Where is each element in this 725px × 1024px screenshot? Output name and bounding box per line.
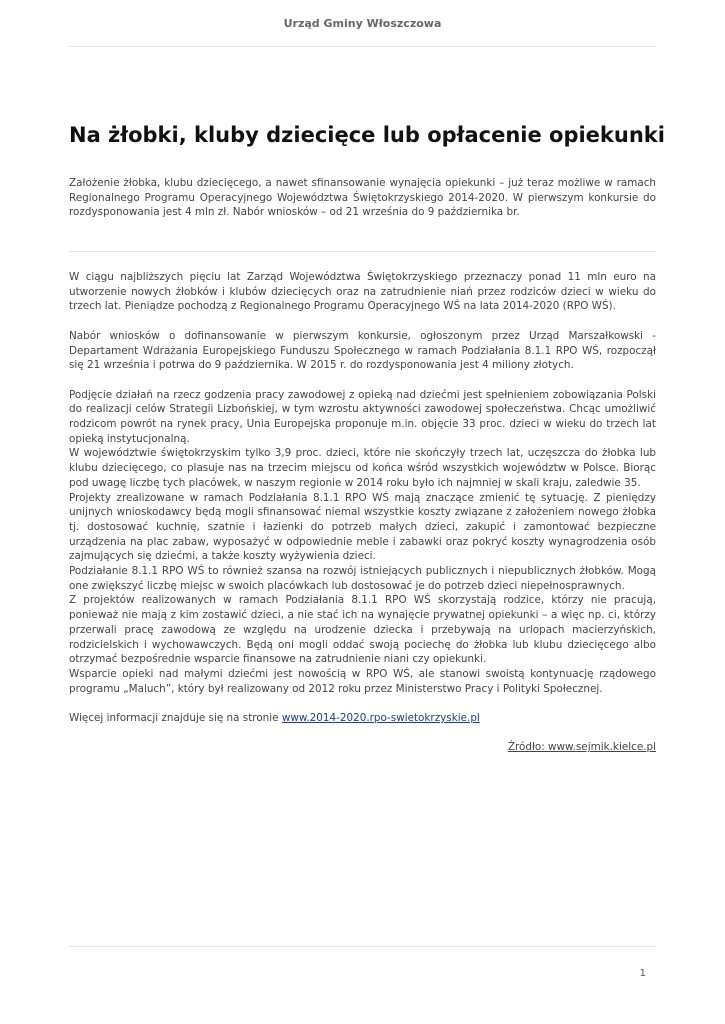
- page-number: 1: [639, 968, 646, 979]
- article-lead: Założenie żłobka, klubu dziecięcego, a nawet sfinansowanie wynajęcia opiekunki – już teraz możliwe w ramach Regionalnego Programu Operacyjnego Województwa Świętokrzyskiego 2014-2020. W pierwszym konkursie do rozdysponowania jest 4 mln zł. Nabór wniosków – od 21 września do 9 października br.: [69, 177, 656, 219]
- paragraph-2: Nabór wniosków o dofinansowanie w pierwszym konkursie, ogłoszonym przez Urząd Marszałkowski - Departament Wdrażania Europejskiego Funduszu Społecznego w ramach Podziałania 8.1.1 RPO WŚ, rozpoczął się 21 września i potrwa do 9 października. W 2015 r. do rozdysponowania jest 4 miliony złotych.: [69, 329, 656, 372]
- source-link[interactable]: Źródło: www.sejmik.kielce.pl: [507, 741, 656, 754]
- site-header-title: Urząd Gminy Włoszczowa: [283, 17, 442, 30]
- paragraph-7: Z projektów realizowanych w ramach Podziałania 8.1.1 RPO WŚ skorzystają rodzice, którzy nie pracują, ponieważ nie mają z kim zostawić dzieci, a nie stać ich na wynajęcie prywatnej opiekunki – a więc np. ci, którzy przerwali pracę zawodową ze względu na urodzenie dziecka i przebywają na urlopach macierzyńskich, rodzicielskich i wychowawczych. Będą oni mogli oddać swoją pociechę do żłobka lub klubu dziecięcego albo otrzymać bezpośrednie wsparcie finansowe na zatrudnienie niani czy opiekunki.: [69, 594, 656, 666]
- paragraph-1: W ciągu najbliższych pięciu lat Zarząd Województwa Świętokrzyskiego przeznaczy ponad 11 mln euro na utworzenie nowych żłobków i klubów dziecięcych oraz na zatrudnienie niań przez rodziców dzieci w wieku do trzech lat. Pieniądze pochodzą z Regionalnego Programu Operacyjnego WŚ na lata 2014-2020 (RPO WŚ).: [69, 271, 656, 313]
- article-body: [69, 270, 656, 755]
- paragraph-6: Podziałanie 8.1.1 RPO WŚ to również szansa na rozwój istniejących publicznych i niepublicznych żłobków. Mogą one zwiększyć liczbę miejsc w swoich placówkach lub dostosować je do potrzeb dzieci niepełnosprawnych.: [69, 565, 656, 592]
- lead-divider: [69, 251, 656, 252]
- footer-divider: [69, 946, 656, 947]
- source-line: [69, 740, 656, 755]
- article-title: Na żłobki, kluby dziecięce lub opłacenie opiekunki: [69, 123, 665, 147]
- more-info: [69, 711, 656, 726]
- paragraph-3: Podjęcie działań na rzecz godzenia pracy zawodowej z opieką nad dziećmi jest spełnieniem zobowiązania Polski do realizacji celów Strategii Lizbońskiej, w tym wzrostu aktywności zawodowej społeczeństwa. Chcąc umożliwić rodzicom powrót na rynek pracy, Unia Europejska proponuje m.in. objęcie 33 proc. dzieci w wieku do trzech lat opieką instytucjonalną.: [69, 388, 656, 445]
- paragraph-4: W województwie świętokrzyskim tylko 3,9 proc. dzieci, które nie skończyły trzech lat, uczęszcza do żłobka lub klubu dziecięcego, co plasuje nas na trzecim miejscu od końca wśród wszystkich województw w Polsce. Biorąc pod uwagę liczbę tych placówek, w naszym regionie w 2014 roku było ich najmniej w skali kraju, zaledwie 35.: [69, 447, 656, 489]
- paragraph-5: Projekty zrealizowane w ramach Podziałania 8.1.1 RPO WŚ mają znaczące zmienić tę sytuację. Z pieniędzy unijnych wnioskodawcy będą mogli sfinansować niemal wszystkie koszty związane z założeniem nowego żłobka tj. dostosować kuchnię, szatnie i łazienki do potrzeb małych dzieci, zakupić i zamontować bezpieczne urządzenia na plac zabaw, wyposażyć w odpowiednie meble i zabawki oraz pokryć koszty wynagrodzenia osób zajmujących się dziećmi, a także koszty wyżywienia dzieci.: [69, 491, 656, 563]
- paragraph-8: Wsparcie opieki nad małymi dziećmi jest nowością w RPO WŚ, ale stanowi swoistą kontynuację rządowego programu „Maluch”, który był realizowany od 2012 roku przez Ministerstwo Pracy i Polityki Społecznej.: [69, 667, 656, 695]
- header-divider: [69, 46, 656, 47]
- more-info-link[interactable]: www.2014-2020.rpo-swietokrzyskie.pl: [281, 712, 480, 725]
- more-info-text: Więcej informacji znajduje się na stronie: [69, 712, 282, 725]
